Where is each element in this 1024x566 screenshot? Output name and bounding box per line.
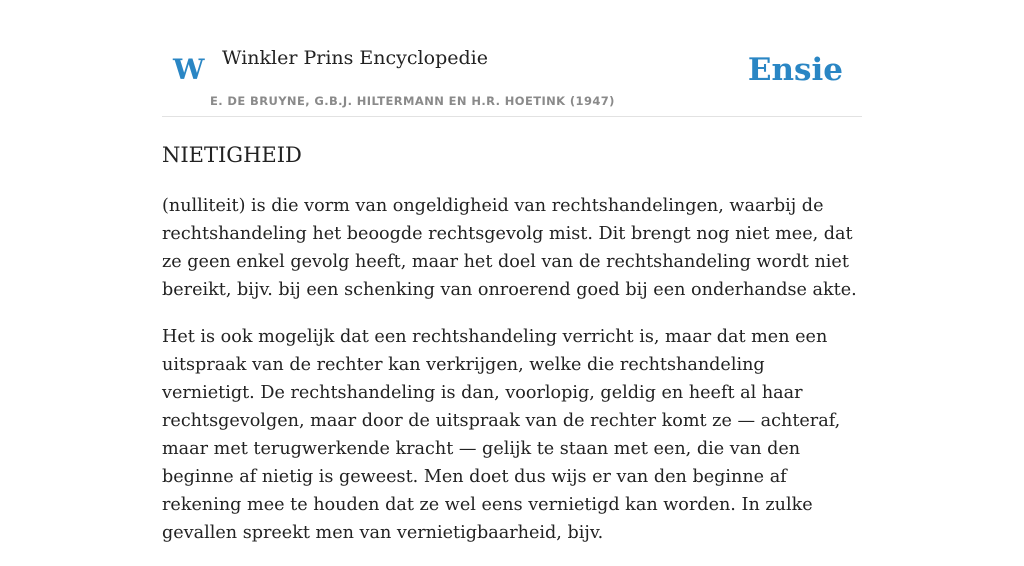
body-paragraph: (nulliteit) is die vorm van ongeldigheid van rechtshandelingen, waarbij de rechtshandeling het beoogde rechtsgevolg mist. Dit brengt nog niet mee, dat ze geen enkel gevolg heeft, maar het doel van de rechtshandeling wordt niet bereikt, bijv. bij een schenking van onroerend goed bij een onderhandse akte. [162, 196, 857, 300]
body-paragraph: Het is ook mogelijk dat een rechtshandeling verricht is, maar dat men een uitspraak van de rechter kan verkrijgen, welke die rechtshandeling vernietigt. De rechtshandeling is dan, voorlopig, geldig en heeft al haar rechtsgevolgen, maar door de uitspraak van de rechter komt ze — achteraf, maar met terugwerkende kracht — gelijk te staan met een, die van den beginne af nietig is geweest. Men doet dus wijs er van den beginne af rekening mee te houden dat ze wel eens vernietigd kan worden. In zulke gevallen spreekt men van vernietigbaarheid, bijv. [162, 327, 841, 543]
encyclopedia-title[interactable]: Winkler Prins Encyclopedie [222, 47, 488, 69]
entry-title: NIETIGHEID [162, 143, 302, 167]
entry-body [162, 192, 862, 566]
winkler-prins-logo[interactable]: W [173, 53, 205, 86]
authors-line: E. DE BRUYNE, G.B.J. HILTERMANN EN H.R. HOETINK (1947) [210, 94, 615, 108]
ensie-logo-link[interactable]: Ensie [747, 52, 843, 88]
encyclopedia-header [162, 0, 862, 117]
